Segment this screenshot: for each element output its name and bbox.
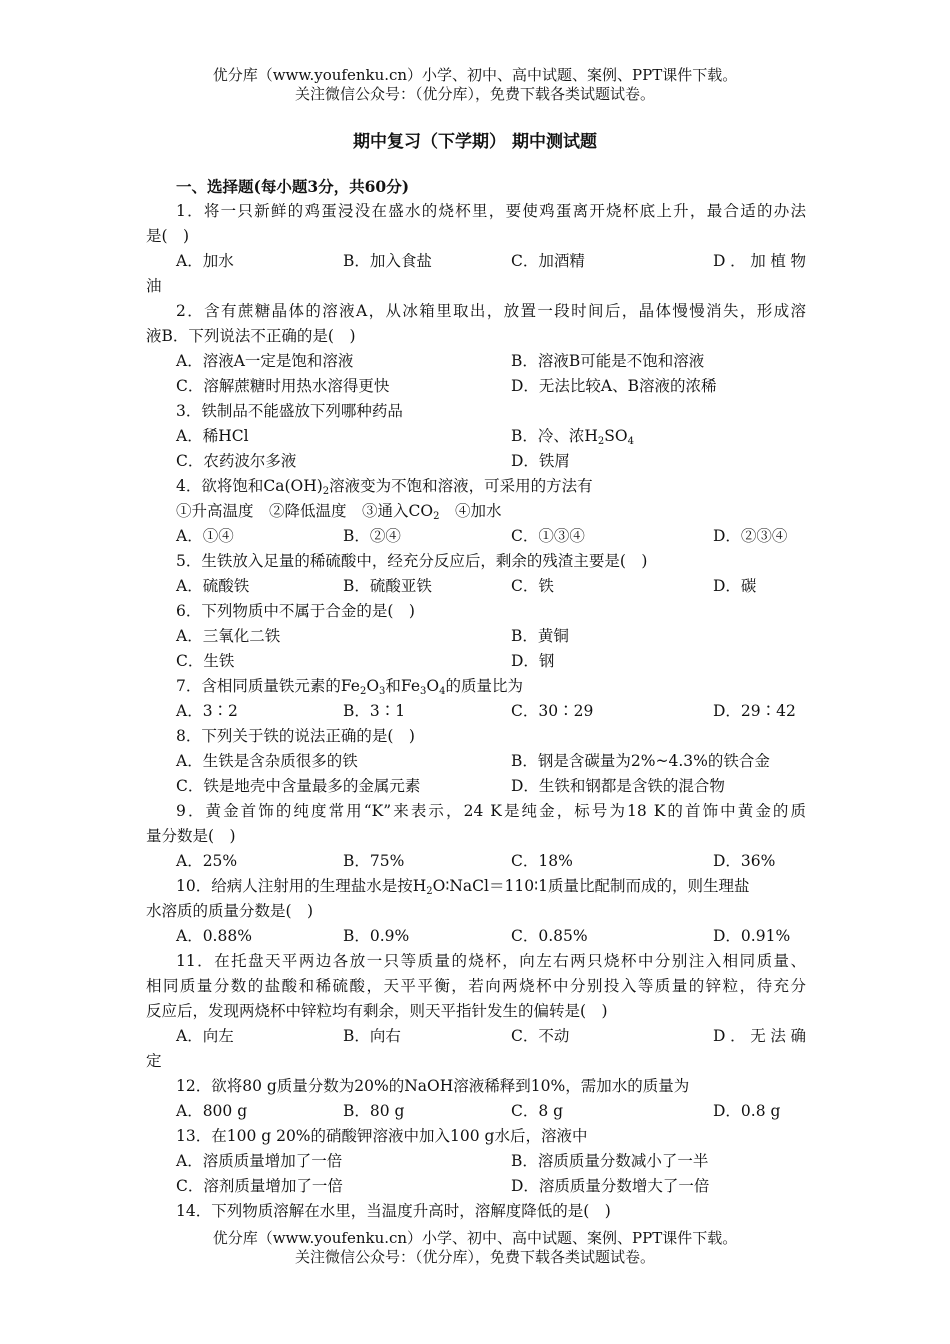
option-a: A．稀HCl <box>176 427 249 445</box>
question-9-text: 9．黄金首饰的纯度常用“K”来表示，24 K是纯金，标号为18 K的首饰中黄金的质 <box>176 802 806 820</box>
option-d: D．生铁和钢都是含铁的混合物 <box>511 777 725 795</box>
question-6-options-row2 <box>146 649 806 674</box>
option-c: C．铁 <box>511 577 554 595</box>
question-12-options <box>146 1099 806 1124</box>
option-b: B．80 g <box>343 1102 405 1120</box>
footer-line-2: 关注微信公众号：（优分库），免费下载各类试题试卷。 <box>294 1248 655 1266</box>
option-d: D．溶质质量分数增大了一倍 <box>511 1177 710 1195</box>
option-d-continuation: 油 <box>146 277 162 295</box>
section-heading: 一、选择题(每小题3分，共60分) <box>176 177 410 196</box>
option-c: C．30∶29 <box>511 702 594 720</box>
question-10-options <box>146 924 806 949</box>
option-c: C．溶剂质量增加了一倍 <box>176 1177 343 1195</box>
option-b: B．向右 <box>343 1027 401 1045</box>
question-4-options <box>146 524 806 549</box>
question-12-text: 12．欲将80 g质量分数为20%的NaOH溶液稀释到10%，需加水的质量为 <box>176 1077 690 1095</box>
page-title: 期中复习（下学期） 期中测试题 <box>353 132 597 152</box>
question-8-options-row1 <box>146 749 806 774</box>
question-11-text: 11．在托盘天平两边各放一只等质量的烧杯，向左右两只烧杯中分别注入相同质量、 <box>176 952 806 970</box>
question-1-options <box>146 249 806 274</box>
question-11-text-cont2: 反应后，发现两烧杯中锌粒均有剩余，则天平指针发生的偏转是( ) <box>146 1002 608 1020</box>
question-5-options <box>146 574 806 599</box>
option-a: A．加水 <box>176 252 234 270</box>
option-a: A．3∶2 <box>176 702 238 720</box>
question-1-text: 1．将一只新鲜的鸡蛋浸没在盛水的烧杯里，要使鸡蛋离开烧杯底上升，最合适的办法 <box>176 202 806 220</box>
option-b: B．溶液B可能是不饱和溶液 <box>511 352 705 370</box>
question-13-options-row1 <box>146 1149 806 1174</box>
question-2-options-row2 <box>146 374 806 399</box>
option-d: D．铁屑 <box>511 452 570 470</box>
question-8-options-row2 <box>146 774 806 799</box>
question-2-text-cont: 液B．下列说法不正确的是( ) <box>146 327 356 345</box>
footer-line-1: 优分库（www.youfenku.cn）小学、初中、高中试题、案例、PPT课件下载。 <box>212 1229 738 1247</box>
option-b: B．黄铜 <box>511 627 569 645</box>
option-c: C．18% <box>511 852 573 870</box>
option-b: B．0.9% <box>343 927 410 945</box>
option-c: C．溶解蔗糖时用热水溶得更快 <box>176 377 390 395</box>
question-2-text: 2．含有蔗糖晶体的溶液A，从冰箱里取出，放置一段时间后，晶体慢慢消失，形成溶 <box>176 302 806 320</box>
option-a: A．三氧化二铁 <box>176 627 281 645</box>
option-b: B．75% <box>343 852 405 870</box>
option-d: D．0.91% <box>713 927 791 945</box>
option-a: A．硫酸铁 <box>176 577 250 595</box>
question-7-options <box>146 699 806 724</box>
question-11-text-cont: 相同质量分数的盐酸和稀硫酸，天平平衡，若向两烧杯中分别投入等质量的锌粒，待充分 <box>146 977 806 995</box>
question-8-text: 8．下列关于铁的说法正确的是( ) <box>176 727 415 745</box>
option-c: C．0.85% <box>511 927 588 945</box>
option-d-continuation: 定 <box>146 1052 162 1070</box>
question-14-text: 14．下列物质溶解在水里，当温度升高时，溶解度降低的是( ) <box>176 1202 611 1220</box>
page-footer <box>0 1229 950 1267</box>
option-b: B．溶质质量分数减小了一半 <box>511 1152 709 1170</box>
question-7-text: 7．含相同质量铁元素的$Fe_2O_3$和$Fe_3O_4$的质量比为 <box>176 677 523 697</box>
option-a: A．溶质质量增加了一倍 <box>176 1152 343 1170</box>
option-b: B．3∶1 <box>343 702 406 720</box>
question-9-text-cont: 量分数是( ) <box>146 827 236 845</box>
option-a: A．25% <box>176 852 238 870</box>
header-line-1: 优分库（www.youfenku.cn）小学、初中、高中试题、案例、PPT课件下载。 <box>212 66 738 84</box>
question-list <box>146 174 806 1224</box>
option-a: A．800 g <box>176 1102 248 1120</box>
option-d: D．②③④ <box>713 527 788 545</box>
option-c: C．生铁 <box>176 652 235 670</box>
option-d: D．碳 <box>713 577 757 595</box>
question-3-options-row2 <box>146 449 806 474</box>
option-b: B．②④ <box>343 527 401 545</box>
question-1-text-cont: 是( ) <box>146 227 190 245</box>
option-a: A．①④ <box>176 527 234 545</box>
option-c: C．不动 <box>511 1027 570 1045</box>
question-4-methods: ①升高温度 ②降低温度 ③通入$CO_2$ ④加水 <box>176 502 502 522</box>
option-d: D．36% <box>713 852 776 870</box>
question-13-text: 13．在100 g 20%的硝酸钾溶液中加入100 g水后，溶液中 <box>176 1127 588 1145</box>
option-c: C．铁是地壳中含量最多的金属元素 <box>176 777 421 795</box>
option-d: D．无法比较A、B溶液的浓稀 <box>511 377 717 395</box>
question-3-options-row1 <box>146 424 806 449</box>
question-3-text: 3．铁制品不能盛放下列哪种药品 <box>176 402 403 420</box>
question-11-options <box>146 1024 806 1049</box>
question-9-options <box>146 849 806 874</box>
option-d: D．0.8 g <box>713 1102 781 1120</box>
option-c: C．①③④ <box>511 527 585 545</box>
question-10-text: 10．给病人注射用的生理盐水是按$H_2O∶NaCl=110∶1$质量比配制而成的，则生理盐 <box>176 877 750 897</box>
option-c: C．农药波尔多液 <box>176 452 297 470</box>
question-13-options-row2 <box>146 1174 806 1199</box>
option-a: A．生铁是含杂质很多的铁 <box>176 752 358 770</box>
option-b: B．硫酸亚铁 <box>343 577 432 595</box>
option-a: A．0.88% <box>176 927 252 945</box>
question-2-options-row1 <box>146 349 806 374</box>
option-c: C．8 g <box>511 1102 564 1120</box>
option-d: D．钢 <box>511 652 555 670</box>
page-header <box>0 66 950 104</box>
option-d: D．加植物 <box>713 252 806 270</box>
option-a: A．向左 <box>176 1027 234 1045</box>
option-a: A．溶液A一定是饱和溶液 <box>176 352 354 370</box>
header-line-2: 关注微信公众号：（优分库），免费下载各类试题试卷。 <box>294 85 655 103</box>
question-5-text: 5．生铁放入足量的稀硫酸中，经充分反应后，剩余的残渣主要是( ) <box>176 552 648 570</box>
option-c: C．加酒精 <box>511 252 585 270</box>
question-6-text: 6．下列物质中不属于合金的是( ) <box>176 602 415 620</box>
question-4-text: 4．欲将饱和$Ca(OH)_2$溶液变为不饱和溶液，可采用的方法有 <box>176 477 593 497</box>
option-d: D．29∶42 <box>713 702 796 720</box>
option-d: D．无法确 <box>713 1027 806 1045</box>
option-b: B．钢是含碳量为2%~4.3%的铁合金 <box>511 752 770 770</box>
option-b: B．冷、浓$H_2SO_4$ <box>511 427 634 447</box>
question-6-options-row1 <box>146 624 806 649</box>
question-10-text-cont: 水溶质的质量分数是( ) <box>146 902 314 920</box>
option-b: B．加入食盐 <box>343 252 432 270</box>
